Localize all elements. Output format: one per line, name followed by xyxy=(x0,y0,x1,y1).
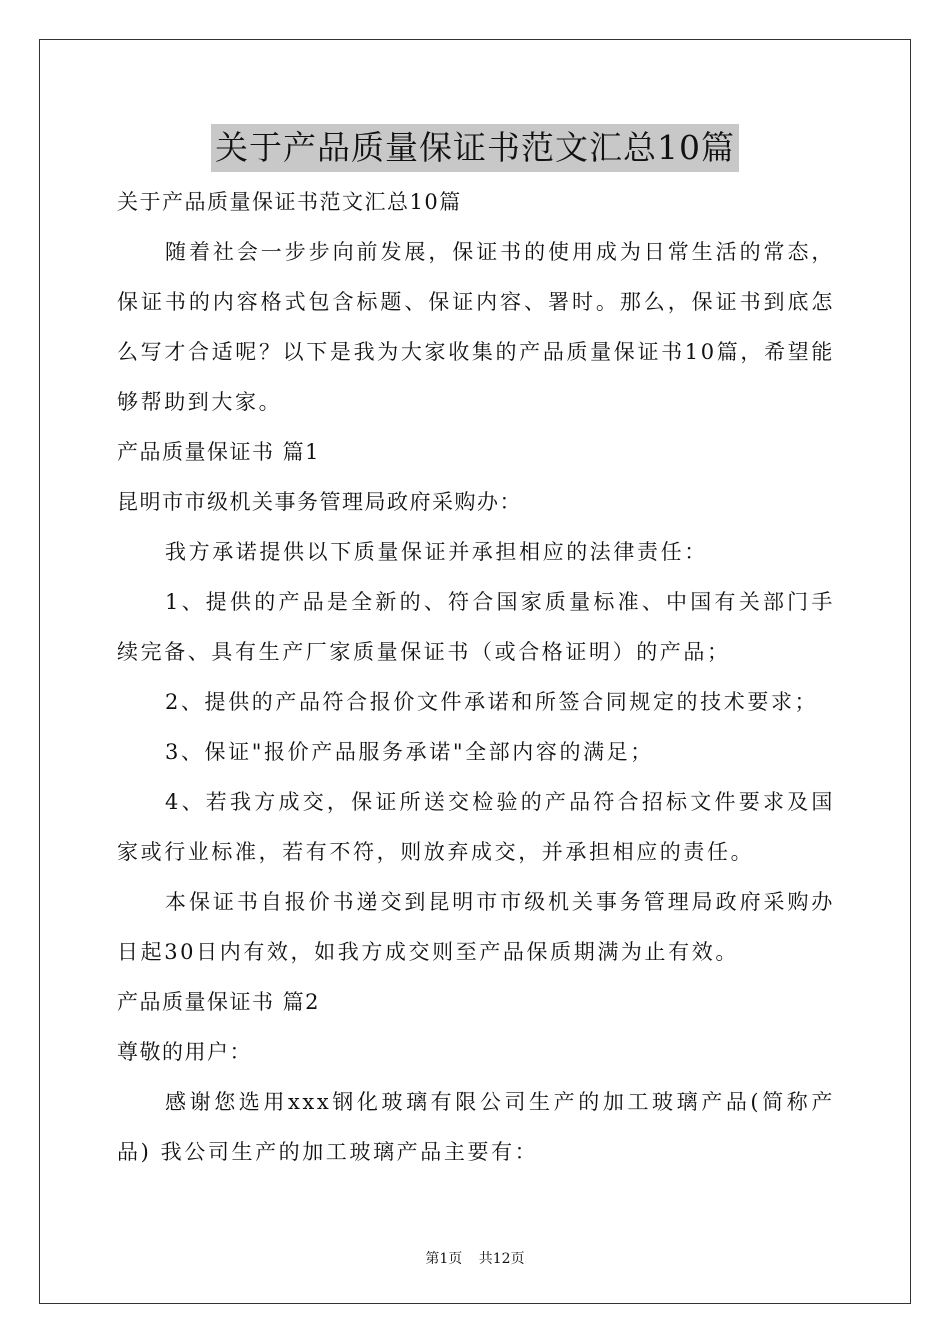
commitment-item-2: 2、提供的产品符合报价文件承诺和所签合同规定的技术要求； xyxy=(165,690,819,714)
document-subtitle: 关于产品质量保证书范文汇总10篇 xyxy=(117,190,462,214)
commitment-item-1: 1、提供的产品是全新的、符合国家质量标准、中国有关部门手续完备、具有生产厂家质量保证书（或合格证明）的产品； xyxy=(117,590,835,664)
page-number-total: 共12页 xyxy=(478,1251,525,1267)
page-number-current: 第1页 xyxy=(425,1251,463,1267)
addressee-2: 尊敬的用户： xyxy=(117,1040,252,1064)
commitment-intro: 我方承诺提供以下质量保证并承担相应的法律责任： xyxy=(165,540,708,564)
addressee-1: 昆明市市级机关事务管理局政府采购办： xyxy=(117,490,522,514)
section-heading-1: 产品质量保证书 篇1 xyxy=(117,440,321,464)
validity-paragraph: 本保证书自报价书递交到昆明市市级机关事务管理局政府采购办日起30日内有效，如我方成交则至产品保质期满为止有效。 xyxy=(117,890,835,964)
title-container xyxy=(0,124,950,172)
intro-paragraph: 随着社会一步步向前发展，保证书的使用成为日常生活的常态，保证书的内容格式包含标题、保证内容、署时。那么，保证书到底怎么写才合适呢？以下是我为大家收集的产品质量保证书10篇，希望能够帮助到大家。 xyxy=(117,240,835,414)
commitment-item-3: 3、保证"报价产品服务承诺"全部内容的满足； xyxy=(165,740,654,764)
section-heading-2: 产品质量保证书 篇2 xyxy=(117,990,321,1014)
commitment-item-4: 4、若我方成交，保证所送交检验的产品符合招标文件要求及国家或行业标准，若有不符，则放弃成交，并承担相应的责任。 xyxy=(117,790,835,864)
document-title: 关于产品质量保证书范文汇总10篇 xyxy=(211,124,739,172)
page-footer xyxy=(0,1248,950,1268)
section2-body: 感谢您选用xxx钢化玻璃有限公司生产的加工玻璃产品(简称产品) 我公司生产的加工玻璃产品主要有： xyxy=(117,1090,835,1164)
document-body xyxy=(117,177,835,1177)
